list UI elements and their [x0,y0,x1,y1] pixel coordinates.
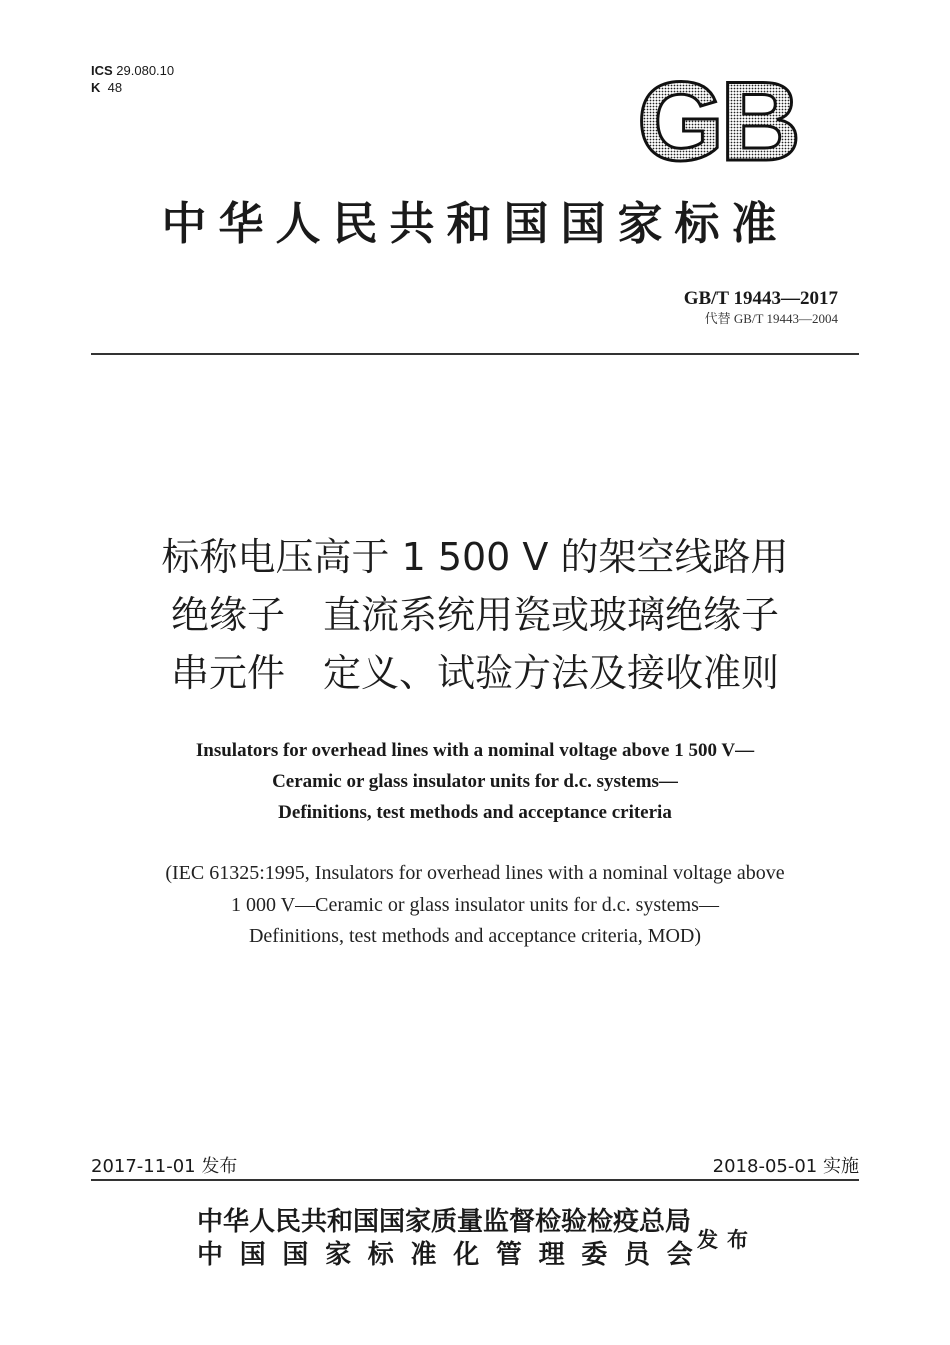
issuer-name: 中国国家标准化管理委员会 [197,1240,710,1270]
issuer-name: 中华人民共和国国家质量监督检验检疫总局 [197,1207,692,1237]
gb-logo-text: GB [637,72,797,170]
iec-reference-line: 1 000 V—Ceramic or glass insulator units for d.c. systems— [231,893,719,916]
classification-codes [91,62,174,96]
implementation-date: 2018-05-01 实施 [712,1156,859,1177]
replaces-number: 代替 GB/T 19443—2004 [704,311,838,326]
iec-reference-line: (IEC 61325:1995, Insulators for overhead lines with a nominal voltage above [165,862,785,884]
iec-reference [0,858,950,953]
chinese-title-line: 绝缘子 直流系统用瓷或玻璃绝缘子 [170,593,779,637]
english-title-line: Ceramic or glass insulator units for d.c. systems— [272,771,678,792]
chinese-title-line: 串元件 定义、试验方法及接收准则 [170,651,779,695]
english-title [0,735,950,828]
ccs-code: 48 [107,80,123,95]
national-standard-heading: 中华人民共和国国家标准 [161,197,789,250]
header-divider [91,353,859,355]
publish-label: 发布 [697,1227,757,1252]
standard-number-block [684,288,838,328]
ics-line [91,62,174,79]
ccs-line [91,79,174,96]
issuing-authorities [197,1206,709,1272]
english-title-line: Definitions, test methods and acceptance criteria [278,802,672,823]
english-title-line: Insulators for overhead lines with a nominal voltage above 1 500 V— [195,740,755,761]
standard-number: GB/T 19443—2017 [683,288,838,309]
chinese-title [0,528,950,702]
iec-reference-line: Definitions, test methods and acceptance criteria, MOD) [248,925,702,947]
ics-code: 29.080.10 [116,63,175,78]
issue-date: 2017-11-01 发布 [91,1156,238,1177]
ccs-label: K [91,80,101,95]
gb-logo [622,72,812,170]
ics-label: ICS [91,63,113,78]
chinese-title-line: 标称电压高于 1 500 V 的架空线路用 [161,535,789,579]
footer-divider [91,1179,859,1181]
